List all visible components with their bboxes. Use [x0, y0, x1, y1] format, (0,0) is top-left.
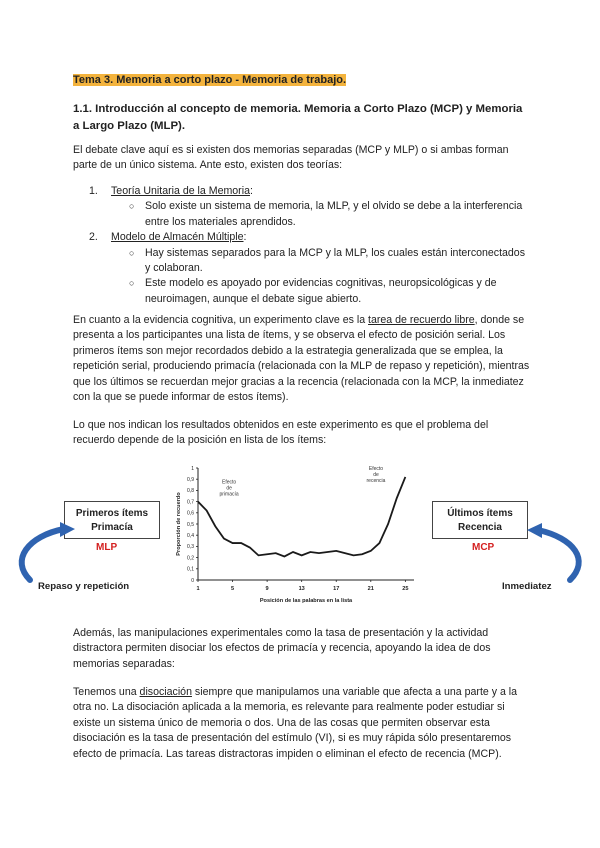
immediacy-label: Inmediatez [502, 581, 552, 592]
section-heading: 1.1. Introducción al concepto de memoria. Memoria a Corto Plazo (MCP) y Memoria a Largo Plazo (MLP). [73, 103, 523, 132]
theory-point [111, 246, 533, 277]
primacy-box-title: Primeros ítems [75, 508, 149, 519]
theory-point [111, 276, 533, 307]
right-curved-arrow-icon [538, 530, 579, 580]
x-tick-label: 13 [298, 586, 305, 592]
results-paragraph: Lo que nos indican los resultados obtenidos en este experimento es que el problema del recuerdo depende de la posición en lista de los ítems: [73, 419, 489, 447]
theory-point-text: Hay sistemas separados para la MCP y la MLP, los cuales están interconectados y colaboran. [145, 246, 525, 275]
serial-position-figure [0, 460, 600, 620]
mlp-label: MLP [96, 542, 118, 553]
circle-bullet-icon: ○ [129, 247, 135, 258]
evidence-text-start: En cuanto a la evidencia cognitiva, un experimento clave es la [73, 314, 369, 326]
rehearsal-label: Repaso y repetición [38, 581, 130, 592]
theory-number: 2. [89, 231, 98, 244]
annotation-line: recencia [366, 477, 386, 484]
theory-colon: : [249, 185, 253, 197]
theory-point [111, 199, 533, 230]
evidence-text-end: , donde se presenta a los participantes una lista de ítems, y se observa el efecto de posición serial. Los primeros ítems son mejor recordados debido a la estrategia generalizada que se emplea, la repetición serial, produciendo primacía (relacionada con la MLP de repaso y repetición), mientras que los últimos se recuerdan mejor gracias a la recencia (relacionada con la MCP, la inmediatez con la que se puede informar de estos ítems). [73, 314, 530, 404]
y-tick-label: 0,4 [187, 533, 194, 539]
x-tick-label: 1 [196, 586, 200, 592]
y-tick-label: 1 [191, 465, 194, 472]
y-tick-label: 0,9 [187, 477, 194, 483]
y-tick-label: 0,3 [187, 544, 194, 551]
theory-item-1 [73, 184, 533, 230]
theory-name: Teoría Unitaria de la Memoria [111, 185, 250, 197]
recency-box-title: Últimos ítems [447, 508, 513, 519]
evidence-paragraph [73, 313, 531, 405]
manipulations-paragraph: Además, las manipulaciones experimentales como la tasa de presentación y la actividad distractora permiten disociar los efectos de primacía y recencia, apoyando la idea de dos memorias separadas: [73, 627, 491, 670]
annotation-line: Efecto [368, 466, 384, 473]
circle-bullet-icon: ○ [129, 278, 135, 289]
mcp-label: MCP [472, 542, 495, 553]
serial-position-chart [170, 462, 422, 616]
dissociation-text-end: siempre que manipulamos una variable que afecta a una parte y a la otra no. La disociación aplicada a la memoria, es relevante para realmente poder estudiar si existe un sistema único de memoria o dos. Una de las cosas que permiten observar esta disociación es la tasa de presentación del estímulo (VI), si es muy rápida sólo presentaremos efecto de primacía. Las tareas distractoras impiden o eliminan el efecto de recencia (MCP). [73, 686, 518, 760]
left-arrow-head-icon [60, 522, 75, 537]
recency-box-subtitle: Recencia [458, 522, 502, 533]
theory-name: Modelo de Almacén Múltiple [111, 231, 244, 244]
x-tick-label: 25 [402, 586, 409, 592]
circle-bullet-icon: ○ [129, 201, 135, 212]
theory-points [111, 199, 533, 230]
annotation-1 [220, 480, 239, 498]
x-tick-label: 17 [333, 586, 340, 592]
y-tick-label: 0,5 [187, 521, 194, 528]
annotation-line: Efecto [222, 479, 237, 486]
annotation-line: primacía [219, 491, 239, 498]
x-tick-label: 9 [265, 586, 269, 592]
y-tick-label: 0,7 [187, 499, 194, 506]
theory-point-text: Solo existe un sistema de memoria, la MLP, y el olvido se debe a la interferencia entre los materiales aprendidos. [145, 200, 523, 228]
y-tick-label: 0,6 [187, 510, 194, 517]
title-highlight: Tema 3. Memoria a corto plazo - Memoria de trabajo. [73, 74, 347, 86]
x-tick-label: 5 [230, 586, 235, 592]
y-tick-label: 0,1 [187, 566, 194, 573]
intro-paragraph: El debate clave aquí es si existen dos memorias separadas (MCP y MLP) o si ambas forman parte de un único sistema. Ante esto, existen dos teorías: [73, 144, 509, 172]
annotation-line: de [373, 472, 379, 479]
y-axis-label: Proporción de recuerdo [176, 492, 182, 556]
evidence-link: tarea de recuerdo libre [368, 314, 475, 326]
chart-annotations [220, 466, 386, 497]
right-arrow-head-icon [527, 523, 542, 538]
annotation-2 [367, 466, 386, 484]
theory-points [111, 246, 533, 308]
annotation-line: de [226, 485, 232, 492]
document-title [73, 73, 531, 88]
dissociation-link: disociación [139, 686, 192, 698]
theory-number: 1. [89, 185, 98, 197]
theory-point-text: Este modelo es apoyado por evidencias cognitivas, neuropsicológicas y de neuroimagen, aunque el debate sigue abierto. [145, 277, 497, 305]
theories-list [73, 184, 533, 307]
dissociation-text-start: Tenemos una [73, 686, 140, 698]
y-tick-label: 0,2 [187, 555, 194, 562]
x-axis-label: Posición de las palabras en la lista [259, 598, 353, 604]
primacy-box-subtitle: Primacía [91, 522, 133, 533]
y-tick-label: 0 [191, 577, 194, 584]
y-tick-label: 0,8 [187, 488, 194, 495]
left-curved-arrow-icon [22, 529, 64, 580]
dissociation-paragraph [73, 685, 531, 762]
x-tick-label: 21 [367, 586, 374, 592]
theory-colon: : [243, 231, 247, 244]
theory-item-2 [73, 230, 533, 307]
chart-ticks [187, 466, 408, 592]
